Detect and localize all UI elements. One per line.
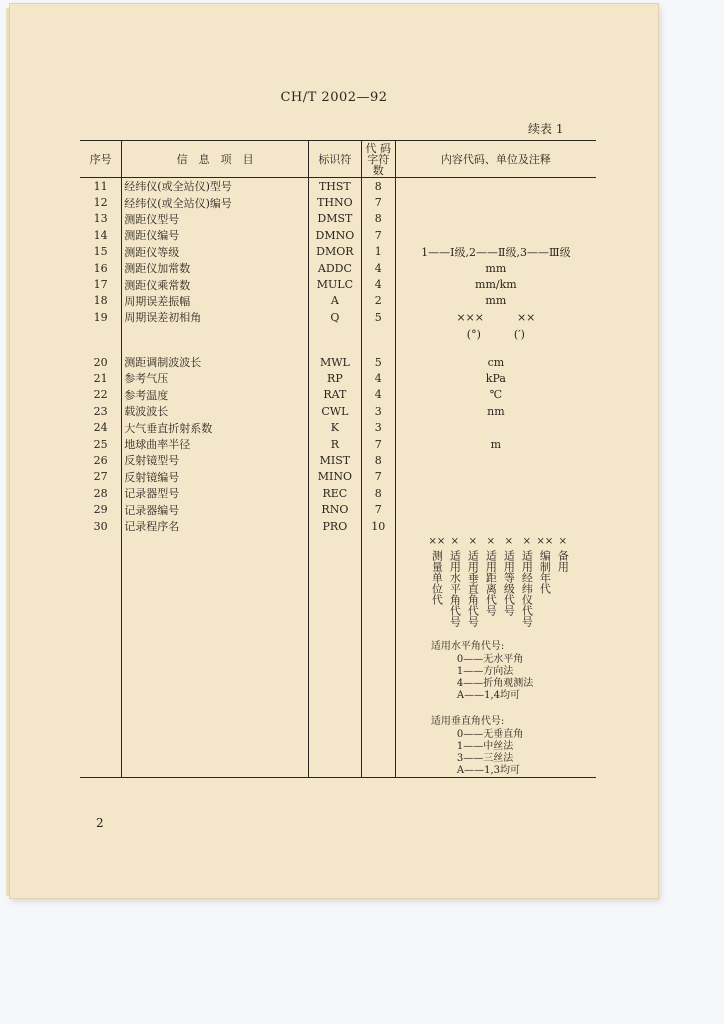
standard-code: CH/T 2002—92 <box>280 90 388 105</box>
table-row <box>80 403 596 419</box>
legend-item: 4——折角观测法 <box>456 678 534 690</box>
cell-item: 记录程序名 <box>122 518 309 534</box>
table-row <box>80 227 596 243</box>
empty-cell <box>122 534 309 778</box>
cell-len: 8 <box>361 485 395 501</box>
table-row <box>80 293 596 309</box>
cell-id: MWL <box>309 354 362 370</box>
table-row <box>80 501 596 517</box>
cell-no: 29 <box>93 503 108 517</box>
cell-note: m <box>395 436 596 452</box>
cell-id: DMST <box>309 211 362 227</box>
horizontal-angle-legend <box>431 637 569 702</box>
cell-no: 17 <box>93 278 108 292</box>
cell-item: 测距仪等级 <box>122 244 309 260</box>
cell-no <box>80 326 122 342</box>
code-fields <box>428 534 570 628</box>
cell-len <box>361 326 395 342</box>
cell-id <box>309 326 362 342</box>
code-label: 测量单位代 <box>430 550 444 606</box>
code-field <box>428 534 446 627</box>
cell-id: MULC <box>309 276 362 292</box>
cell-no: 15 <box>93 245 108 259</box>
legend-item: A——1,3均可 <box>456 765 520 777</box>
cell-id: CWL <box>309 403 362 419</box>
cell-no: 25 <box>93 437 108 451</box>
cell-no: 14 <box>93 228 108 242</box>
cell-item: 记录器编号 <box>122 501 309 517</box>
cell-len: 3 <box>361 419 395 435</box>
cell-no: 19 <box>93 310 108 324</box>
cell-len: 8 <box>361 452 395 468</box>
table-row <box>80 354 596 370</box>
cell-no: 12 <box>93 196 108 210</box>
code-label: 适用经纬仪代号 <box>520 550 534 628</box>
cell-len: 5 <box>361 309 395 325</box>
cell-note <box>395 469 596 485</box>
legend-title: 适用水平角代号: <box>430 641 505 653</box>
gap-cell <box>80 342 122 354</box>
cell-item: 经纬仪(或全站仪)型号 <box>122 178 309 195</box>
code-label: 适用距离代号 <box>484 550 498 617</box>
code-label: 适用水平角代号 <box>448 550 462 628</box>
cell-id: MINO <box>309 469 362 485</box>
gap-cell <box>122 342 309 354</box>
cell-len: 8 <box>361 211 395 227</box>
cell-item: 地球曲率半径 <box>122 436 309 452</box>
column-header-item: 信 息 项 目 <box>122 141 309 178</box>
cell-note: cm <box>395 354 596 370</box>
cell-len: 4 <box>361 387 395 403</box>
cell-item: 测距仪乘常数 <box>122 276 309 292</box>
table-row <box>80 260 596 276</box>
cell-note <box>395 452 596 468</box>
cell-id: R <box>309 436 362 452</box>
cell-no: 21 <box>93 371 108 385</box>
cell-item: 测距调制波波长 <box>122 354 309 370</box>
program-code-cell <box>395 534 596 778</box>
cell-len: 4 <box>361 276 395 292</box>
continued-label: 续表 1 <box>528 122 564 136</box>
table-row <box>80 518 596 534</box>
table-row <box>80 452 596 468</box>
table-header-row <box>80 141 596 178</box>
cell-no: 13 <box>93 212 108 226</box>
cell-id: DMOR <box>309 244 362 260</box>
cell-item: 反射镜编号 <box>122 469 309 485</box>
cell-note: ℃ <box>395 387 596 403</box>
cell-id: Q <box>309 309 362 325</box>
code-mark: × <box>468 536 478 548</box>
page-number: 2 <box>96 816 104 830</box>
cell-item: 参考温度 <box>122 387 309 403</box>
table-row <box>80 194 596 210</box>
table-row <box>80 276 596 292</box>
cell-len: 2 <box>361 293 395 309</box>
code-mark: ×× <box>428 536 446 548</box>
cell-len: 4 <box>361 260 395 276</box>
cell-note: 1——Ⅰ级,2——Ⅱ级,3——Ⅲ级 <box>395 244 596 260</box>
table-row <box>80 436 596 452</box>
cell-note <box>395 518 596 534</box>
table-row <box>80 244 596 260</box>
cell-note <box>395 501 596 517</box>
cell-len: 7 <box>361 469 395 485</box>
cell-no: 24 <box>93 421 108 435</box>
code-field <box>485 534 497 627</box>
cell-no: 26 <box>93 453 108 467</box>
table-row <box>80 419 596 435</box>
cell-no: 11 <box>93 179 108 193</box>
legend-title: 适用垂直角代号: <box>430 716 505 728</box>
cell-no: 27 <box>93 470 108 484</box>
empty-cell <box>80 534 122 778</box>
gap-cell <box>361 342 395 354</box>
cell-note <box>395 485 596 501</box>
cell-note <box>395 419 596 435</box>
cell-item: 大气垂直折射系数 <box>122 419 309 435</box>
code-mark: × <box>486 536 496 548</box>
cell-item: 测距仪型号 <box>122 211 309 227</box>
cell-id: ADDC <box>309 260 362 276</box>
code-field <box>449 534 461 627</box>
cell-item: 记录器型号 <box>122 485 309 501</box>
cell-id: REC <box>309 485 362 501</box>
document-page <box>10 4 658 898</box>
code-mark: ×× <box>536 536 554 548</box>
cell-len: 7 <box>361 227 395 243</box>
cell-note: mm <box>395 260 596 276</box>
cell-item: 参考气压 <box>122 370 309 386</box>
table-row <box>80 326 596 342</box>
cell-note: kPa <box>395 370 596 386</box>
cell-no: 23 <box>93 404 108 418</box>
cell-item: 周期误差振幅 <box>122 293 309 309</box>
table-row <box>80 485 596 501</box>
cell-no: 22 <box>93 388 108 402</box>
cell-id: K <box>309 419 362 435</box>
legend-item: 1——方向法 <box>456 666 514 678</box>
cell-len: 7 <box>361 194 395 210</box>
cell-note: (°) (′) <box>395 326 596 342</box>
cell-note <box>395 194 596 210</box>
cell-len: 10 <box>361 518 395 534</box>
cell-len: 5 <box>361 354 395 370</box>
cell-note: nm <box>395 403 596 419</box>
table-row <box>80 370 596 386</box>
cell-id: RNO <box>309 501 362 517</box>
cell-item: 测距仪编号 <box>122 227 309 243</box>
legend-item: A——1,4均可 <box>456 690 520 702</box>
cell-len: 8 <box>361 178 395 195</box>
cell-len: 7 <box>361 436 395 452</box>
row-gap <box>80 342 596 354</box>
table-row <box>80 387 596 403</box>
cell-id: PRO <box>309 518 362 534</box>
cell-note: mm <box>395 293 596 309</box>
cell-len: 3 <box>361 403 395 419</box>
cell-id: RAT <box>309 387 362 403</box>
cell-id: MIST <box>309 452 362 468</box>
cell-id: RP <box>309 370 362 386</box>
column-header-no: 序号 <box>80 141 122 178</box>
vertical-angle-legend <box>431 712 569 777</box>
code-mark: × <box>558 536 568 548</box>
gap-cell <box>395 342 596 354</box>
cell-item <box>122 326 309 342</box>
code-mark: × <box>522 536 532 548</box>
cell-no: 16 <box>93 261 108 275</box>
gap-cell <box>309 342 362 354</box>
data-table <box>80 140 596 778</box>
cell-len: 1 <box>361 244 395 260</box>
code-mark: × <box>504 536 514 548</box>
program-code-diagram <box>423 534 569 777</box>
cell-no: 18 <box>93 294 108 308</box>
column-header-note: 内容代码、单位及注释 <box>395 141 596 178</box>
cell-no: 20 <box>93 355 108 369</box>
cell-note: mm/km <box>395 276 596 292</box>
cell-item: 周期误差初相角 <box>122 309 309 325</box>
code-field <box>557 534 569 627</box>
cell-item: 反射镜型号 <box>122 452 309 468</box>
table-row <box>80 178 596 195</box>
cell-no: 30 <box>93 519 108 533</box>
code-field <box>503 534 515 627</box>
cell-note: ××× ×× <box>395 309 596 325</box>
empty-cell <box>309 534 362 778</box>
cell-no: 28 <box>93 486 108 500</box>
code-label: 适用垂直角代号 <box>466 550 480 628</box>
cell-id: THST <box>309 178 362 195</box>
legend-item: 1——中丝法 <box>456 741 514 753</box>
table-row <box>80 469 596 485</box>
cell-id: DMNO <box>309 227 362 243</box>
program-code-row <box>80 534 596 778</box>
legend-item: 0——无水平角 <box>456 654 524 666</box>
legend-item: 0——无垂直角 <box>456 729 524 741</box>
cell-item: 载波波长 <box>122 403 309 419</box>
table-row <box>80 211 596 227</box>
empty-cell <box>361 534 395 778</box>
code-label: 适用等级代号 <box>502 550 516 617</box>
column-header-id: 标识符 <box>309 141 362 178</box>
code-field <box>521 534 533 627</box>
cell-note <box>395 178 596 195</box>
cell-len: 4 <box>361 370 395 386</box>
cell-item: 经纬仪(或全站仪)编号 <box>122 194 309 210</box>
cell-id: THNO <box>309 194 362 210</box>
cell-id: A <box>309 293 362 309</box>
code-label: 备用 <box>556 550 570 573</box>
legend-item: 3——三丝法 <box>456 753 514 765</box>
code-label: 编制年代 <box>538 550 552 595</box>
code-field <box>536 534 554 627</box>
code-mark: × <box>450 536 460 548</box>
table-row <box>80 309 596 325</box>
code-field <box>467 534 479 627</box>
cell-note <box>395 211 596 227</box>
cell-len: 7 <box>361 501 395 517</box>
cell-item: 测距仪加常数 <box>122 260 309 276</box>
column-header-len: 代 码 字符数 <box>361 141 395 178</box>
cell-note <box>395 227 596 243</box>
